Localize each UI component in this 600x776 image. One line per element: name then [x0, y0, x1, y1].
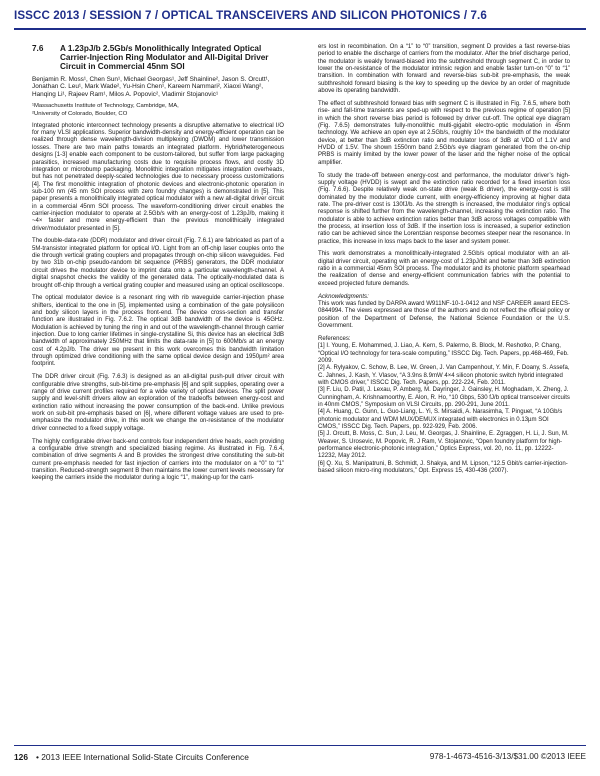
- affiliations: [32, 103, 284, 117]
- affiliation-1: ¹Massachusetts Institute of Technology, Cambridge, MA,: [32, 103, 179, 110]
- acknowledgments-text: This work was funded by DARPA award W911NF-10-1-0412 and NSF CAREER award EECS-0844994. The views expressed are those of the authors and do not reflect the official policy or position of the Department of Defense, the National Science Foundation or the U.S. Government.: [318, 301, 570, 330]
- body-paragraph: The effect of subthreshold forward bias with segment C is illustrated in Fig. 7.6.5, where both rise- and fall-time transients are sped-up with respect to the previous regime of operation [5] in which the short reverse bias period is followed by driver cut-off. The optical eye diagram (Fig. 7.6.5) demonstrates fully-monolithic multi-gigabit electro-optic modulation in 45nm technology. We achieve an open eye at 2.5Gb/s, roughly 10× the bandwidth of the modulator device, at better than 3dB extinction ratio and modulator loss of 3dB at VDD of 1.1V and HVDD of 1.5V. The shown 1550nm band 2.5Gb/s eye diagram generated from the on-chip PRBS is mainly limited by the lower power of the laser and the higher noise of the optical amplifier.: [318, 100, 570, 166]
- paper-heading: [32, 44, 284, 72]
- header-rule: [14, 28, 586, 30]
- body-paragraph: Integrated photonic interconnect technology presents a disruptive alternative to electrical I/O for many VLSI applications. Superior bandwidth-density and energy-efficient operation can be realized through dense wavelength-division multiplexing (DWDM) and lower transmission losses. There are two main paths towards an integrated platform. Hybrid/heterogeneous designs [1-3] enable each component to be custom-tailored, but suffer from large packaging parasitics, increased manufacturing costs due to requisite process flows, and costly 3D integration or microbump packaging. Monolithic integration mitigates integration overheads, but has not penetrated deeply-scaled technologies due to necessary process customizations [4]. The first monolithic integration of photonic devices and electronic-photonic operation in sub-100 nm (45 nm SOI process with zero foundry changes) is demonstrated in [5]. This paper presents a monolithically integrated optical modulator with a new all-digital driver circuit in a commercial 45nm SOI process. The waveform-conditioning driver circuit enables the carrier-injection modulator to operate at 2.5Gb/s with an energy-cost of 1.23pJ/b, making it ~4× faster and more energy-efficient than the previous monolithically integrated driver/modulator presented in [5].: [32, 122, 284, 232]
- body-paragraph: ers lost in recombination. On a “1” to “0” transition, segment D provides a fast reverse-bias period to enable the discharge of carriers from the modulator. After the brief discharge period, the modulator is weakly forward-biased into the subthreshold through segment C, in order to lower the on-resistance of the modulator intrinsic region and enable faster turn-on “0” to “1” transition. In combination with forward and reverse-bias sub-bit pre-emphasis, the weak subthreshold forward biasing is the key to speeding up the device by an order of magnitude above its operating bandwidth.: [318, 44, 570, 95]
- reference-item: [3] F. Liu, D. Patil, J. Lexau, P. Amberg, M. Dayringer, J. Gainsley, H. Moghadam, X. Zheng, J. Cunningham, A. Krishnamoorthy, E. Alon, R. Ho, “10 Gbps, 530 fJ/b optical transceiver circuits in 40nm CMOS,” Symposium on VLSI Circuits, pp. 290-291, June 2011.: [318, 387, 570, 408]
- right-column: [318, 44, 570, 475]
- reference-item: [2] A. Rylyakov, C. Schow, B. Lee, W. Green, J. Van Campenhout, Y. Min, F. Doany, S. Assefa, C. Jahnes, J. Kash, Y. Vlasov, “A 3.9ns 8.9mW 4×4 silicon photonic switch hybrid integrated with CMOS driver,” ISSCC Dig. Tech. Papers, pp. 222-224, Feb. 2011.: [318, 365, 570, 386]
- conference-name: • 2013 IEEE International Solid-State Circuits Conference: [35, 752, 249, 762]
- body-paragraph: The highly configurable driver back-end controls four independent drive heads, each providing a configurable drive strength and specialized biasing regime. As illustrated in Fig. 7.6.4, combination of drive segments A and B provides the strongest drive constituting the sub-bit current pre-emphasis needed for fast injection of carriers into the modulator on a “0” to “1” transition. Reduced-strength segment B then maintains the lower current levels necessary for keeping the carriers inside the modulator during a logic “1”, making-up for the carri-: [32, 438, 284, 482]
- affiliation-2: ²University of Colorado, Boulder, CO: [32, 110, 128, 117]
- reference-item: [1] I. Young, E. Mohammed, J. Liao, A. Kern, S. Palermo, B. Block, M. Reshotko, P. Chang, “Optical I/O technology for tera-scale computing,” ISSCC Dig. Tech. Papers, pp.468-469, Feb. 2009.: [318, 343, 569, 364]
- page-header: [0, 0, 600, 34]
- reference-item: [6] Q. Xu, S. Manipatruni, B. Schmidt, J. Shakya, and M. Lipson, “12.5 Gbit/s carrier-injection-based silicon micro-ring modulators,” Opt. Express 15, 430-436 (2007).: [318, 460, 568, 475]
- reference-item: [5] J. Orcutt, B. Moss, C. Sun, J. Leu, M. Georgas, J. Shainline, E. Zgraggen, H. Li, J. Sun, M. Weaver, S. Urosevic, M. Popovic, R. J Ram, V. Stojanovic, “Open foundry platform for high-performance electronic-photonic integration,” Optics Express, vol. 20, no. 11, pp. 12222-12232, May 2012.: [318, 431, 569, 460]
- left-column: [32, 44, 284, 488]
- body-paragraph: This work demonstrates a monolithically-integrated 2.5Gb/s optical modulator with an all-digital driver circuit, operating with an energy-cost of 1.23pJ/bit and better than 3dB extinction ratio in a commercial 45nm SOI process. The modulator and its photonic platform spearhead the realization of dense and energy-efficient communication fabrics with the potential to exceed projected future demands.: [318, 251, 570, 287]
- footer-isbn: 978-1-4673-4516-3/13/$31.00 ©2013 IEEE: [429, 752, 586, 761]
- references-heading: References:: [318, 335, 351, 342]
- paper-title: A 1.23pJ/b 2.5Gb/s Monolithically Integrated Optical Carrier-Injection Ring Modulator and All-Digital Driver Circuit in Commercial 45nm SOI: [60, 44, 269, 72]
- body-paragraph: The DDR driver circuit (Fig. 7.6.3) is designed as an all-digital push-pull driver circuit with configurable drive strengths, sub-bit-time pre-emphasis [6] and split supplies, operating over a range of drive current profiles required for a wide variety of optical devices. The split power supply and level-shift drivers allow an exploration of the tradeoffs between energy-cost and extinction ratio without increasing the power consumption of the back-end. Unlike previous work on sub-bit pre-emphasis based on [6], where different voltage values are used to pre-emphasize the modulator drive, in this work we change the on-resistance of the modulator driver connected to a fixed supply voltage.: [32, 374, 284, 432]
- reference-item: [4] A. Huang, C. Gunn, L. Guo-Liang, L. Yi, S. Mirsaidi, A. Narasimha, T. Pinguet, “A 10Gb/s photonic modulator and WDM MUX/DEMUX integrated with electronics in 0.13µm SOI CMOS,” ISSCC Dig. Tech. Papers, pp. 922-929, Feb. 2006.: [318, 409, 563, 430]
- footer-rule: [14, 745, 586, 746]
- running-title: ISSCC 2013 / SESSION 7 / OPTICAL TRANSCEIVERS AND SILICON PHOTONICS / 7.6: [14, 9, 487, 22]
- footer-left: [14, 752, 249, 762]
- body-paragraph: The optical modulator device is a resonant ring with rib waveguide carrier-injection phase shifters, identical to the one in [5], implemented using a combination of the gate polysilicon and body silicon layers in the process front-end. The device cross-section and transfer function are illustrated in Fig. 7.6.2. The optical 3dB bandwidth of the device is 45GHz. Modulation is achieved by tuning the ring in and out of the wavelength-channel through carrier injection. Due to long carrier lifetimes in single-crystalline Si, this device has an electrical 3dB bandwidth of approximately 250MHz that limits the data-rate in [5] to 600Mb/s at an energy cost of 4.2pJ/b. The driver we present in this work overcomes this bandwidth limitation through optimized drive conditioning with the same optical device design and 1950µm² area footprint.: [32, 295, 284, 368]
- page-number: 126: [14, 752, 28, 762]
- paper-number: 7.6: [32, 44, 44, 53]
- body-paragraph: The double-data-rate (DDR) modulator and driver circuit (Fig. 7.6.1) are fabricated as part of a 5M-transistor integrated platform for optical I/O. Light from an off-chip laser couples onto the die through vertical grating couplers and propagates through on-chip silicon waveguides. Fed by two 31b on-chip pseudo-random bit sequence (PRBS) generators, the DDR modulator circuit drives the modulator device to imprint data onto a particular wavelength-channel. A digital snapshot checks the validity of the generated data. The optically-modulated data is brought off-chip through a vertical grating coupler and measured using an optical oscilloscope.: [32, 238, 284, 289]
- author-list: Benjamin R. Moss¹, Chen Sun¹, Michael Georgas¹, Jeff Shainline², Jason S. Orcutt¹, Jonathan C. Leu¹, Mark Wade², Yu-Hsin Chen¹, Kareem Nammari², Xiaoxi Wang², Hanqing Li¹, Rajeev Ram¹, Milos A. Popovic², Vladimir Stojanovic¹: [32, 75, 270, 98]
- body-paragraph: To study the trade-off between energy-cost and performance, the modulator driver’s high-supply voltage (HVDD) is swept and the extinction ratio recorded for a fixed insertion loss (Fig. 7.6.6). Despite relatively weak on-state drive (weak B driver), the energy-cost is still dominated by the modulator diode current, with energy-efficiency improving at higher data rate. The pre-driver cost is 130fJ/b. As the strength is increased, the modulator ring’s optical response is shifted further from the wavelength-channel, increasing the extinction ratio. The modulator is able to achieve extinction ratios better than 3dB across voltages compatible with the process, at insertion loss of 3dB. If the insertion loss is increased, a superior extinction ratio can be achieved since the Lorentzian response becomes steeper near the resonance. In practice, this increase in loss maps back to the laser and system power.: [318, 172, 570, 245]
- acknowledgments-heading: Acknowledgments:: [318, 293, 369, 300]
